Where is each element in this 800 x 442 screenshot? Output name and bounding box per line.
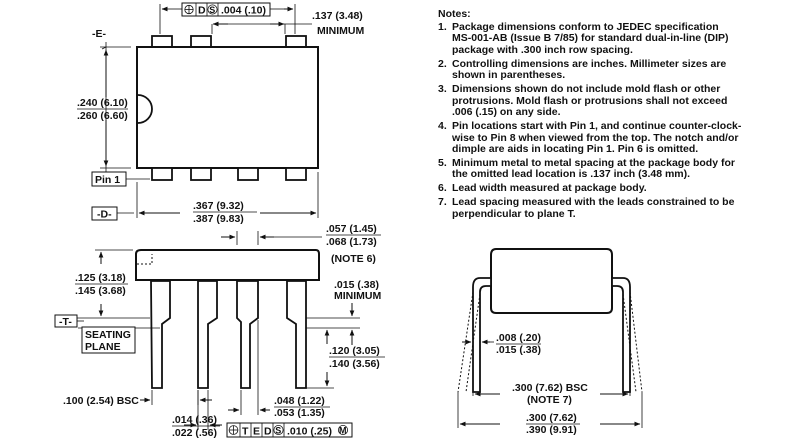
datum-e-label: -E- [92, 28, 106, 40]
width-max-label: .240 (6.10) [77, 97, 128, 109]
min-spacing-minimum: MINIMUM [317, 25, 365, 37]
note-text: Controlling dimensions are inches. Millimeter sizes are shown in parentheses. [452, 57, 727, 82]
bottom-tol-ref-s: S [275, 425, 282, 436]
notes-block [438, 9, 793, 222]
body-height-min: .125 (3.18) [75, 272, 126, 284]
bottom-lead-3 [238, 168, 258, 180]
note-item: 5. Minimum metal to metal spacing at the package body for the omitted lead location is .137 inch (3.48 mm). [438, 158, 793, 181]
standoff-min: .015 (.38) [334, 279, 379, 291]
note-item: 6. Lead width measured at package body. [438, 183, 793, 195]
spread-max: .390 (9.91) [526, 424, 577, 436]
row-spacing-label: .300 (7.62) BSC [512, 382, 588, 394]
note-item: 2. Controlling dimensions are inches. Millimeter sizes are shown in parentheses. [438, 59, 793, 82]
top-tol-value: .004 (.10) [221, 4, 266, 17]
note-text: Lead spacing measured with the leads constrained to be perpendicular to plane T. [452, 196, 735, 220]
end-view [458, 249, 642, 436]
side-view [55, 223, 385, 439]
datum-d-label: -D- [97, 208, 112, 221]
top-view-body [137, 47, 318, 168]
notes-title: Notes: [438, 8, 471, 20]
top-tol-ref-s: S [209, 5, 216, 15]
top-tol-ref-d: D [198, 4, 206, 17]
side-view-body [136, 250, 319, 280]
note-text: Dimensions shown do not include mold flash or other protrusions. Mold flash or protrusions shall not exceed .006 (.15) on any side. [452, 82, 728, 119]
pitch-label: .100 (2.54) BSC [63, 395, 139, 407]
lead-thk-min: .008 (.20) [496, 332, 541, 344]
seating-plane-line2: PLANE [85, 341, 121, 353]
bottom-tol-value: .010 (.25) [287, 425, 332, 438]
note-item: 3. Dimensions shown do not include mold flash or other protrusions. Mold flash or protrusions shall not exceed .006 (.15) on any side. [438, 84, 793, 119]
bottom-tol-ref-e: E [253, 425, 261, 438]
tip-min: .014 (.36) [172, 414, 217, 426]
note-item: 1. Package dimensions conform to JEDEC specification MS-001-AB (Issue B 7/85) for standard dual-in-line (DIP) package with .300 inch row spacing. [438, 22, 793, 57]
width-min-label: .260 (6.60) [77, 110, 128, 122]
bottom-tol-modifier: M [339, 425, 347, 436]
row-spacing-note: (NOTE 7) [527, 394, 572, 406]
shoulder-min: .048 (1.22) [274, 395, 325, 407]
length-max-label: .387 (9.83) [193, 213, 244, 225]
top-view [77, 3, 364, 225]
end-view-body [491, 249, 612, 313]
standoff-label: MINIMUM [334, 290, 382, 302]
min-spacing-label: .137 (3.48) [312, 10, 363, 22]
end-lead-right [612, 278, 630, 392]
lead-width-min: .057 (1.45) [326, 223, 377, 235]
lead-length-max: .140 (3.56) [329, 358, 380, 370]
end-lead-left [473, 278, 491, 392]
lead-width-note: (NOTE 6) [331, 253, 376, 265]
note-item: 7. Lead spacing measured with the leads constrained to be perpendicular to plane T. [438, 197, 793, 220]
bottom-tol-ref-t: T [242, 425, 249, 438]
top-tolerance-frame [182, 3, 270, 17]
bottom-lead-1 [152, 168, 172, 180]
lead-width-max: .068 (1.73) [326, 236, 377, 248]
bottom-tol-ref-d: D [264, 425, 272, 438]
pin1-label: Pin 1 [95, 174, 121, 186]
bottom-lead-4 [286, 168, 306, 180]
datum-t-label: -T- [59, 316, 72, 328]
note-text: Pin locations start with Pin 1, and continue counter-clock- wise to Pin 8 when viewed from the top. The notch and/or dimple are aids in locating Pin 1. Pin 6 is omitted. [452, 119, 742, 156]
shoulder-max: .053 (1.35) [274, 407, 325, 419]
lead-length-min: .120 (3.05) [329, 345, 380, 357]
note-item: 4. Pin locations start with Pin 1, and continue counter-clock- wise to Pin 8 when viewed from the top. The notch and/or dimple are aids in locating Pin 1. Pin 6 is omitted. [438, 121, 793, 156]
note-text: Minimum metal to metal spacing at the package body for the omitted lead location is .137 inch (3.48 mm). [452, 156, 735, 181]
spread-min: .300 (7.62) [526, 412, 577, 424]
note-text: Lead width measured at package body. [452, 182, 647, 195]
length-min-label: .367 (9.32) [193, 200, 244, 212]
bottom-tolerance-frame [227, 423, 352, 438]
note-text: Package dimensions conform to JEDEC specification MS-001-AB (Issue B 7/85) for standard dual-in-line (DIP) package with .300 inch row spacing. [452, 20, 729, 56]
bottom-lead-2 [191, 168, 211, 180]
body-height-max: .145 (3.68) [75, 285, 126, 297]
lead-thk-max: .015 (.38) [496, 344, 541, 356]
tip-max: .022 (.56) [172, 427, 217, 439]
seating-plane-line1: SEATING [85, 329, 131, 341]
side-leads [151, 281, 306, 388]
